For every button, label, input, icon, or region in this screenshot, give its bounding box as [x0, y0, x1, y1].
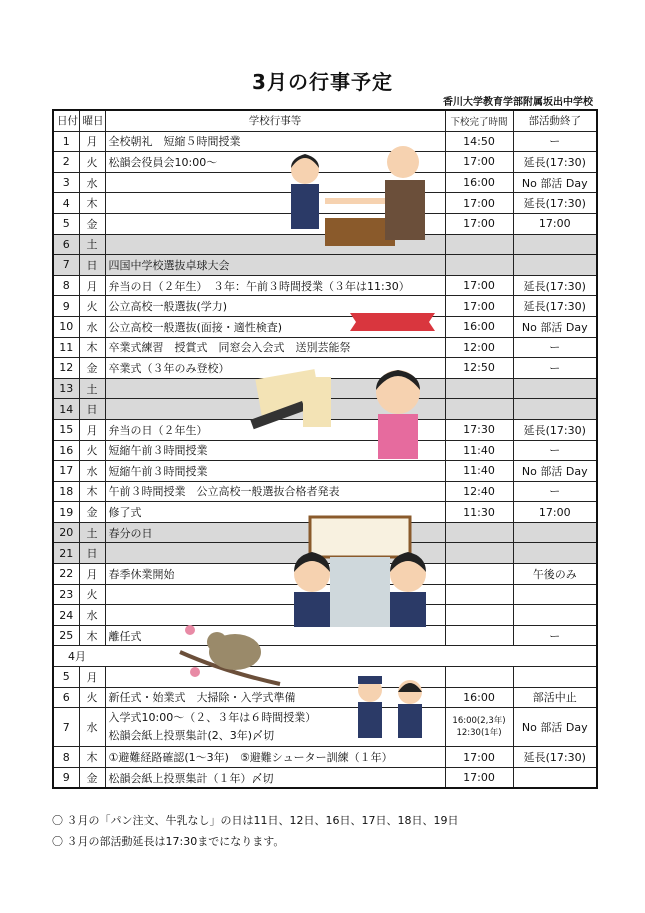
month-label: 4月	[53, 646, 597, 667]
cell-club	[513, 522, 597, 543]
cell-club: 17:00	[513, 213, 597, 234]
cell-club	[513, 667, 597, 688]
cell-date: 18	[53, 481, 79, 502]
event-line: 入学式10:00～（２、３年は６時間授業）	[108, 711, 317, 725]
cell-club: ー	[513, 625, 597, 646]
note-item: 〇 ３月の「パン注文、牛乳なし」の日は11日、12日、16日、17日、18日、19日	[52, 814, 459, 827]
cell-event: 四国中学校選抜卓球大会	[105, 255, 445, 276]
cell-dismissal: 17:00	[445, 193, 513, 214]
cell-date: 7	[53, 708, 79, 747]
cell-event: 短縮午前３時間授業	[105, 440, 445, 461]
cell-club: ー	[513, 481, 597, 502]
cell-date: 8	[53, 747, 79, 768]
cell-club	[513, 543, 597, 564]
cell-club	[513, 378, 597, 399]
cell-weekday: 火	[79, 152, 105, 173]
cell-dismissal: 16:00	[445, 687, 513, 708]
handshake-illustration	[285, 140, 435, 250]
cell-dismissal	[445, 605, 513, 626]
cell-event: ①避難経路確認(1～3年) ⑤避難シューター訓練（１年）	[105, 747, 445, 768]
cell-weekday: 月	[79, 275, 105, 296]
cell-club	[513, 399, 597, 420]
cell-date: 23	[53, 584, 79, 605]
cell-event: 松韻会役員会10:00～	[105, 152, 445, 173]
cell-weekday: 水	[79, 316, 105, 337]
cell-date: 12	[53, 358, 79, 379]
header-weekday: 曜日	[79, 110, 105, 131]
cell-club	[513, 255, 597, 276]
cell-club: 延長(17:30)	[513, 419, 597, 440]
cell-event: 卒業式（３年のみ登校）	[105, 358, 445, 379]
cell-date: 3	[53, 172, 79, 193]
cell-dismissal: 17:30	[445, 419, 513, 440]
cell-weekday: 金	[79, 358, 105, 379]
cell-dismissal: 11:30	[445, 502, 513, 523]
cell-dismissal: 12:50	[445, 358, 513, 379]
cell-dismissal: 12:40	[445, 481, 513, 502]
cell-date: 15	[53, 419, 79, 440]
cell-date: 11	[53, 337, 79, 358]
cell-weekday: 月	[79, 419, 105, 440]
table-row	[53, 275, 597, 296]
cell-weekday: 水	[79, 172, 105, 193]
cell-event: 全校朝礼 短縮５時間授業	[105, 131, 445, 152]
header-club: 部活動終了	[513, 110, 597, 131]
cell-weekday: 月	[79, 564, 105, 585]
cell-dismissal	[445, 399, 513, 420]
cell-date: 8	[53, 275, 79, 296]
header-dismissal: 下校完了時間	[445, 110, 513, 131]
cell-weekday: 水	[79, 461, 105, 482]
cell-date: 5	[53, 667, 79, 688]
table-row	[53, 708, 597, 747]
cell-club: 延長(17:30)	[513, 296, 597, 317]
cell-weekday: 月	[79, 667, 105, 688]
cell-event: 公立高校一般選抜(面接・適性検査)	[105, 316, 445, 337]
cell-date: 1	[53, 131, 79, 152]
cell-dismissal: 17:00	[445, 152, 513, 173]
cell-weekday: 土	[79, 522, 105, 543]
cell-weekday: 水	[79, 708, 105, 747]
event-line: 松韻会紙上投票集計(2、3年)〆切	[108, 729, 275, 743]
cell-event: 卒業式練習 授賞式 同窓会入会式 送別芸能祭	[105, 337, 445, 358]
cell-weekday: 日	[79, 543, 105, 564]
cell-club: 延長(17:30)	[513, 193, 597, 214]
cell-club	[513, 767, 597, 788]
cell-dismissal: 12:00	[445, 337, 513, 358]
cell-event: 短縮午前３時間授業	[105, 461, 445, 482]
cell-event: 離任式	[105, 625, 445, 646]
table-row	[53, 255, 597, 276]
cell-club	[513, 584, 597, 605]
cell-club: ー	[513, 440, 597, 461]
cell-weekday: 日	[79, 255, 105, 276]
cell-weekday: 金	[79, 767, 105, 788]
cell-event: 弁当の日（２年生） ３年：午前３時間授業（３年は11:30）	[105, 275, 445, 296]
cell-date: 19	[53, 502, 79, 523]
cell-date: 7	[53, 255, 79, 276]
cell-date: 13	[53, 378, 79, 399]
cell-date: 16	[53, 440, 79, 461]
cell-date: 4	[53, 193, 79, 214]
table-row	[53, 747, 597, 768]
cell-club: 午後のみ	[513, 564, 597, 585]
cell-date: 22	[53, 564, 79, 585]
cell-event: 修了式	[105, 502, 445, 523]
table-row	[53, 625, 597, 646]
cell-date: 9	[53, 296, 79, 317]
cell-club: 延長(17:30)	[513, 747, 597, 768]
table-row	[53, 767, 597, 788]
cell-weekday: 金	[79, 213, 105, 234]
cell-weekday: 火	[79, 687, 105, 708]
cell-date: 2	[53, 152, 79, 173]
cell-dismissal: 17:00	[445, 275, 513, 296]
cell-weekday: 金	[79, 502, 105, 523]
cell-weekday: 木	[79, 193, 105, 214]
note-item: 〇 ３月の部活動延長は17:30までになります。	[52, 835, 285, 848]
cell-dismissal	[445, 543, 513, 564]
cell-weekday: 火	[79, 296, 105, 317]
cell-club: No 部活 Day	[513, 172, 597, 193]
cell-dismissal	[445, 625, 513, 646]
exam-results-illustration	[280, 512, 440, 627]
cell-club: 延長(17:30)	[513, 275, 597, 296]
table-row	[53, 481, 597, 502]
cell-club: 延長(17:30)	[513, 152, 597, 173]
cell-club: ー	[513, 131, 597, 152]
cell-date: 17	[53, 461, 79, 482]
page-title: 3月の行事予定	[252, 70, 393, 94]
time-line: 16:00(2,3年)	[452, 716, 506, 727]
cell-weekday: 土	[79, 378, 105, 399]
cell-dismissal: 16:00	[445, 172, 513, 193]
cell-weekday: 月	[79, 131, 105, 152]
table-row	[53, 296, 597, 317]
table-row	[53, 337, 597, 358]
cell-dismissal: 17:00	[445, 296, 513, 317]
cell-dismissal	[445, 564, 513, 585]
school-name: 香川大学教育学部附属坂出中学校	[443, 97, 593, 108]
cell-dismissal: 17:00	[445, 213, 513, 234]
cell-date: 5	[53, 213, 79, 234]
cell-weekday: 木	[79, 625, 105, 646]
graduate-illustration	[238, 362, 438, 472]
cell-weekday: 火	[79, 584, 105, 605]
cell-weekday: 水	[79, 605, 105, 626]
time-line: 12:30(1年)	[456, 728, 502, 739]
cell-dismissal: 11:40	[445, 440, 513, 461]
cell-date: 25	[53, 625, 79, 646]
cell-club: ー	[513, 358, 597, 379]
table-row	[53, 687, 597, 708]
cell-weekday: 木	[79, 481, 105, 502]
cell-dismissal: 17:00	[445, 767, 513, 788]
cell-weekday: 木	[79, 747, 105, 768]
cell-weekday: 土	[79, 234, 105, 255]
graduation-banner-illustration	[345, 305, 440, 339]
cell-club	[513, 234, 597, 255]
cell-weekday: 日	[79, 399, 105, 420]
header-event: 学校行事等	[105, 110, 445, 131]
cell-dismissal	[445, 378, 513, 399]
cell-club: ー	[513, 337, 597, 358]
cell-club: No 部活 Day	[513, 316, 597, 337]
cell-event: 春分の日	[105, 522, 445, 543]
cell-club: No 部活 Day	[513, 708, 597, 747]
cell-club: 部活中止	[513, 687, 597, 708]
table-row	[53, 667, 597, 688]
header-date: 日付	[53, 110, 79, 131]
cell-event: 春季休業開始	[105, 564, 445, 585]
cell-date: 24	[53, 605, 79, 626]
cell-dismissal	[445, 234, 513, 255]
cell-event: 新任式・始業式 大掃除・入学式準備	[105, 687, 445, 708]
cell-club: No 部活 Day	[513, 461, 597, 482]
cell-dismissal	[445, 522, 513, 543]
cell-club	[513, 605, 597, 626]
cell-dismissal: 17:00	[445, 747, 513, 768]
cell-date: 9	[53, 767, 79, 788]
cell-event: 午前３時間授業 公立高校一般選抜合格者発表	[105, 481, 445, 502]
month-row	[53, 646, 597, 667]
cell-date: 20	[53, 522, 79, 543]
cell-date: 21	[53, 543, 79, 564]
cell-event: 弁当の日（２年生）	[105, 419, 445, 440]
notes	[52, 810, 458, 852]
cell-date: 6	[53, 234, 79, 255]
cell-dismissal	[445, 584, 513, 605]
cell-date: 10	[53, 316, 79, 337]
cell-weekday: 火	[79, 440, 105, 461]
cell-date: 14	[53, 399, 79, 420]
cell-dismissal: 14:50	[445, 131, 513, 152]
cell-club: 17:00	[513, 502, 597, 523]
cell-date: 6	[53, 687, 79, 708]
cell-dismissal	[445, 667, 513, 688]
cell-dismissal	[445, 708, 513, 747]
cell-event: 公立高校一般選抜(学力)	[105, 296, 445, 317]
bird-branch-illustration	[175, 612, 285, 692]
cell-event: 松韻会紙上投票集計（１年）〆切	[105, 767, 445, 788]
cell-dismissal: 16:00	[445, 316, 513, 337]
table-header	[53, 110, 597, 131]
students-illustration	[350, 672, 430, 742]
table-row	[53, 316, 597, 337]
cell-dismissal: 11:40	[445, 461, 513, 482]
cell-dismissal	[445, 255, 513, 276]
cell-weekday: 木	[79, 337, 105, 358]
